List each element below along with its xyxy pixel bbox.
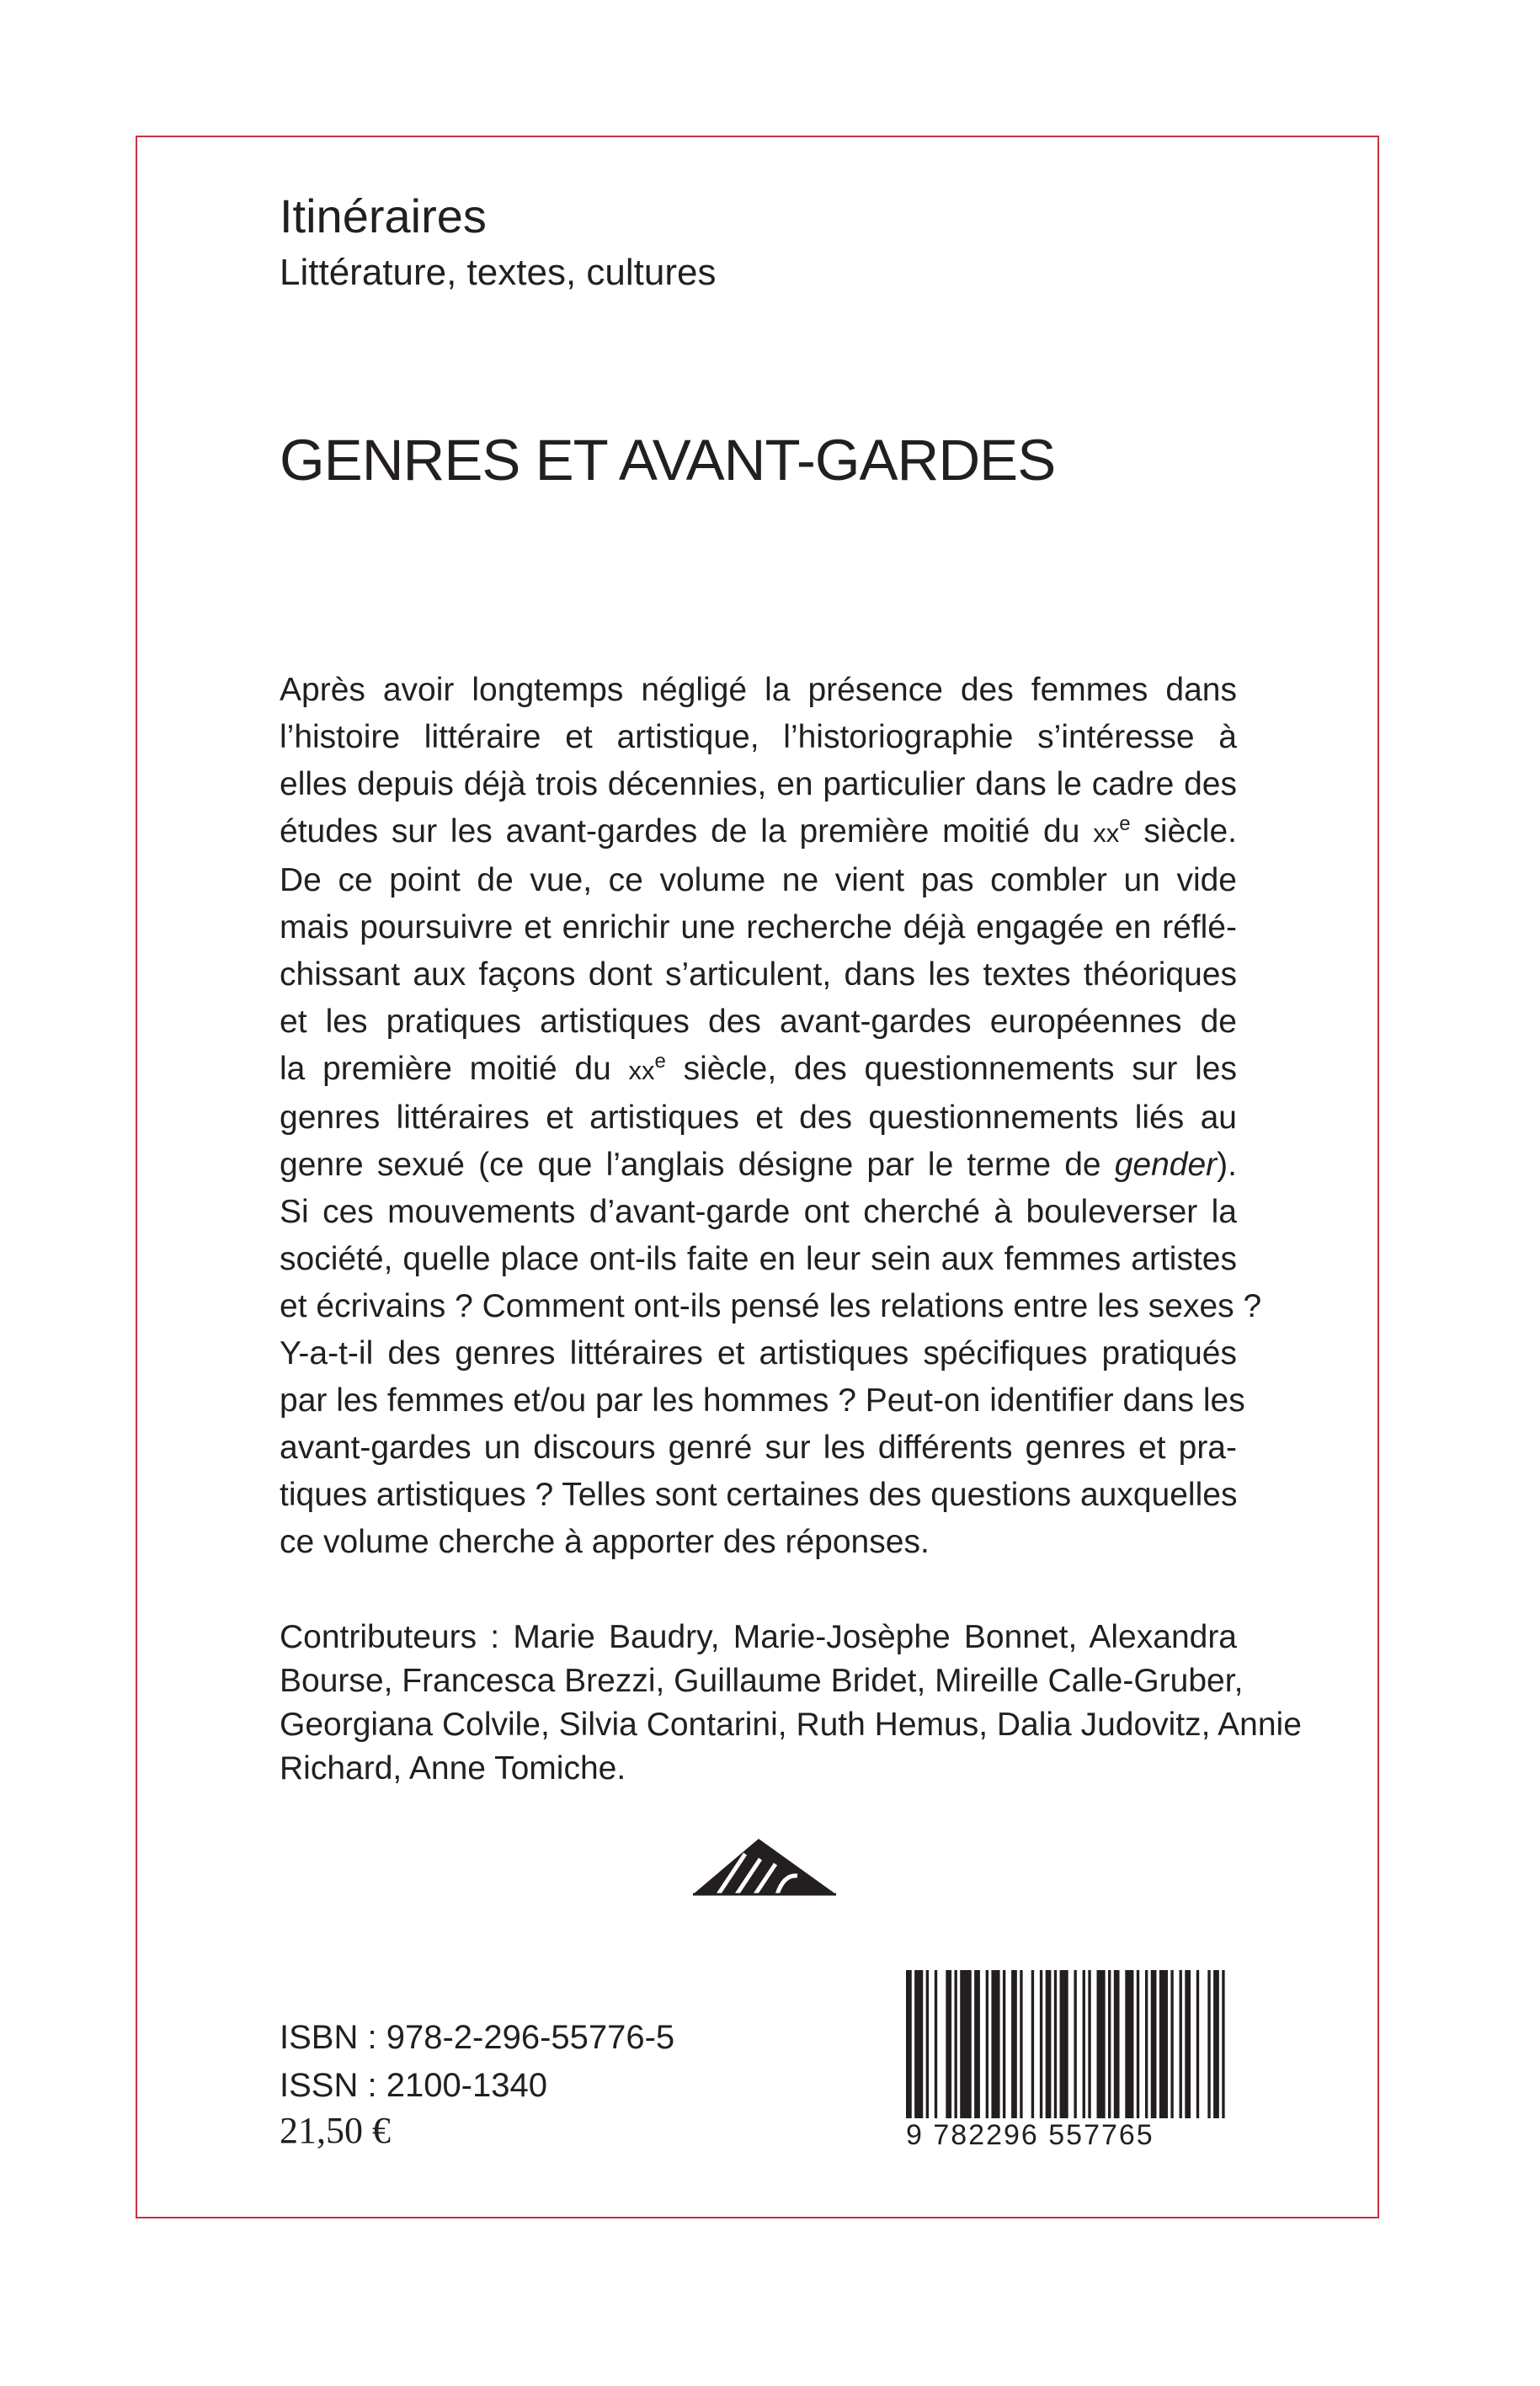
barcode-bar <box>1196 1970 1199 2122</box>
book-title: GENRES ET AVANT-GARDES <box>280 428 1056 493</box>
blurb-line <box>280 1142 1237 1189</box>
barcode-bar <box>1137 1970 1139 2122</box>
blurb-line: mais poursuivre et enrichir une recherche déjà engagée en réflé- <box>280 909 1237 945</box>
barcode-bar <box>1159 1970 1168 2122</box>
blurb-line: avant-gardes un discours genré sur les différents genres et pra- <box>280 1430 1237 1466</box>
barcode-bar <box>1040 1970 1042 2122</box>
price: 21,50 € <box>280 2110 391 2151</box>
barcode-bar <box>1097 1970 1106 2122</box>
blurb-line: et écrivains ? Comment ont-ils pensé les relations entre les sexes ? <box>280 1288 1262 1324</box>
publisher-logo-icon <box>693 1837 836 1896</box>
barcode-bar <box>935 1970 937 2122</box>
barcode-bar <box>946 1970 951 2122</box>
issn: ISSN : 2100-1340 <box>280 2067 547 2104</box>
barcode-bar <box>1151 1970 1157 2122</box>
blurb-line <box>280 1046 1237 1094</box>
barcode-bar <box>914 1970 923 2138</box>
barcode-bar <box>1213 1970 1219 2138</box>
contributors-line: Bourse, Francesca Brezzi, Guillaume Bridet, Mireille Calle-Gruber, <box>280 1663 1244 1699</box>
barcode-bar <box>1031 1970 1034 2122</box>
blurb-line <box>280 808 1237 857</box>
blurb-line: chissant aux façons dont s’articulent, dans les textes théoriques <box>280 956 1237 993</box>
barcode-bar <box>1083 1970 1085 2138</box>
barcode-bar <box>991 1970 999 2122</box>
century-superscript: e <box>1119 812 1131 835</box>
blurb-text: genre sexué (ce que l’anglais désigne par le terme de <box>280 1147 1115 1183</box>
century-numeral: xx <box>1093 818 1120 848</box>
blurb-text: études sur les avant-gardes de la première moitié du <box>280 813 1094 849</box>
gender-word: gender <box>1114 1147 1218 1183</box>
series-title: Itinéraires <box>280 189 487 242</box>
barcode-bar <box>1020 1970 1022 2122</box>
barcode-icon <box>906 1970 1228 2138</box>
barcode-digits: 9 782296 557765 <box>906 2118 1228 2152</box>
blurb-text: ). <box>1217 1147 1237 1183</box>
barcode-bar <box>1207 1970 1210 2122</box>
barcode-bar <box>1185 1970 1191 2122</box>
barcode-bar <box>1054 1970 1057 2122</box>
blurb-line: Si ces mouvements d’avant-garde ont cherché à bouleverser la <box>280 1194 1237 1230</box>
blurb-line: Après avoir longtemps négligé la présence des femmes dans <box>280 672 1237 708</box>
barcode-bar <box>1074 1970 1076 2138</box>
barcode-bar <box>1011 1970 1017 2122</box>
blurb-line: et les pratiques artistiques des avant-gardes européennes de <box>280 1004 1237 1040</box>
barcode-bar <box>1046 1970 1052 2122</box>
blurb-line: tiques artistiques ? Telles sont certaines des questions auxquelles <box>280 1477 1238 1513</box>
barcode-bar <box>1114 1970 1120 2122</box>
century-superscript: e <box>654 1050 666 1073</box>
barcode-bar <box>960 1970 972 2122</box>
blurb-line: elles depuis déjà trois décennies, en particulier dans le cadre des <box>280 766 1237 802</box>
barcode-bar <box>1060 1970 1068 2122</box>
barcode-bar <box>1003 1970 1005 2122</box>
contributors-line: Contributeurs : Marie Baudry, Marie-Josèphe Bonnet, Alexandra <box>280 1619 1237 1655</box>
barcode-bar <box>1180 1970 1182 2122</box>
blurb-text: siècle, des questionnements sur les <box>665 1051 1237 1087</box>
blurb-line: genres littéraires et artistiques et des questionnements liés au <box>280 1100 1237 1136</box>
blurb-line: ce volume cherche à apporter des réponses. <box>280 1524 930 1560</box>
century-numeral: xx <box>628 1056 655 1085</box>
contributors-line: Richard, Anne Tomiche. <box>280 1750 626 1787</box>
contributors-line: Georgiana Colvile, Silvia Contarini, Ruth Hemus, Dalia Judovitz, Annie <box>280 1707 1302 1743</box>
blurb-line: Y-a-t-il des genres littéraires et artistiques spécifiques pratiqués <box>280 1335 1237 1371</box>
barcode-bar <box>1108 1970 1111 2122</box>
blurb-paragraph <box>280 667 1262 1566</box>
blurb-text: siècle. <box>1130 813 1237 849</box>
barcode-bar <box>1088 1970 1090 2122</box>
barcode-bar <box>974 1970 980 2122</box>
isbn: ISBN : 978-2-296-55776-5 <box>280 2019 675 2056</box>
barcode-bar <box>1170 1970 1173 2122</box>
blurb-line: l’histoire littéraire et artistique, l’historiographie s’intéresse à <box>280 719 1237 755</box>
barcode-bar <box>1145 1970 1148 2122</box>
barcode-bar <box>926 1970 929 2122</box>
barcode-bar <box>1222 1970 1224 2138</box>
series-subtitle: Littérature, textes, cultures <box>280 252 717 293</box>
barcode-bar <box>906 1970 912 2138</box>
blurb-line: De ce point de vue, ce volume ne vient pas combler un vide <box>280 862 1237 898</box>
barcode-bar <box>986 1970 988 2122</box>
blurb-text: la première moitié du <box>280 1051 629 1087</box>
blurb-line: société, quelle place ont-ils faite en leur sein aux femmes artistes <box>280 1241 1237 1277</box>
contributors-list <box>280 1616 1302 1791</box>
barcode-bar <box>1125 1970 1133 2122</box>
barcode-bar <box>954 1970 957 2122</box>
blurb-line: par les femmes et/ou par les hommes ? Peut-on identifier dans les <box>280 1382 1245 1419</box>
